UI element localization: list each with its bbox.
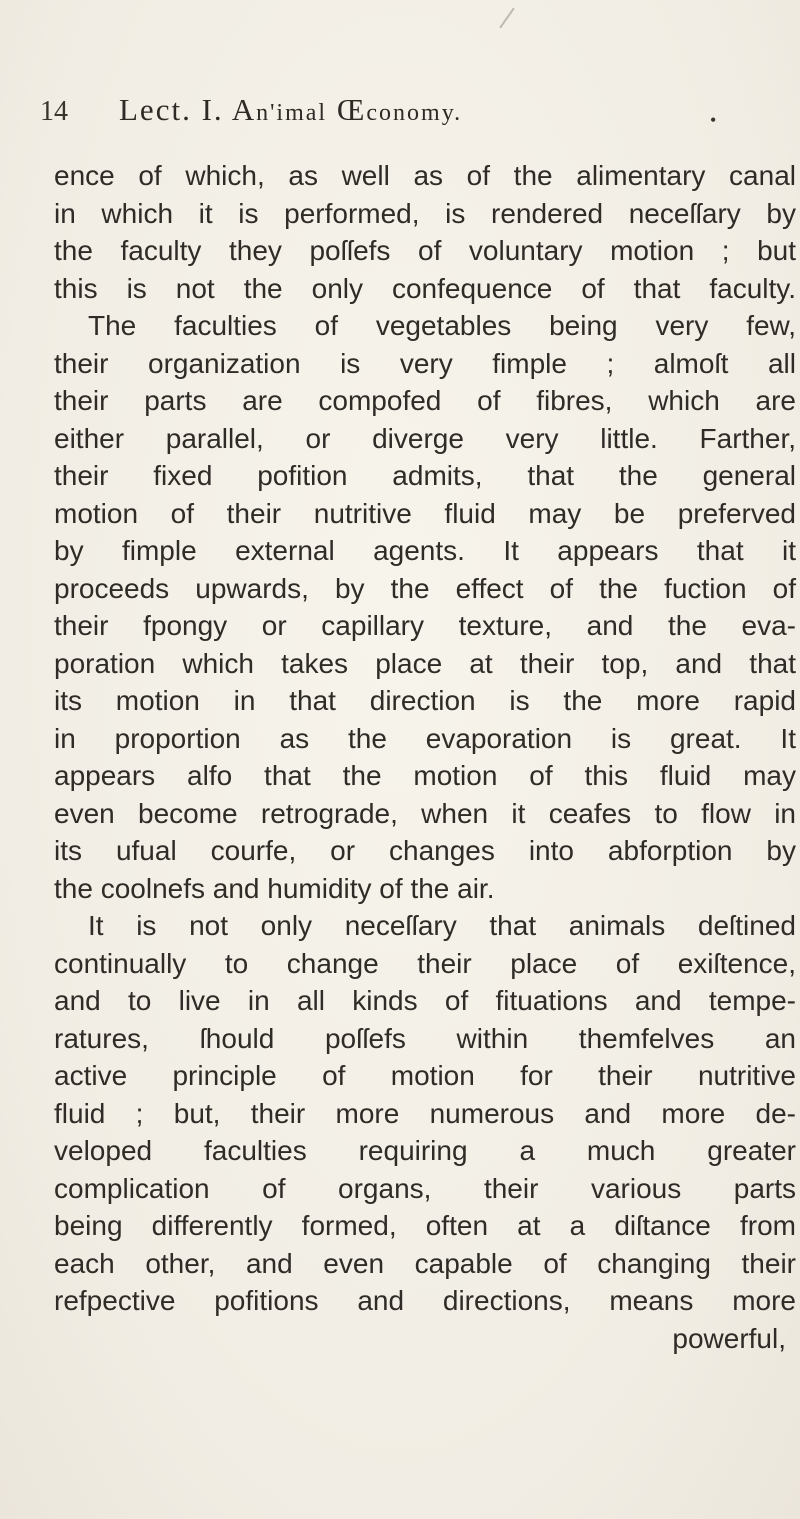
running-head-title-initial-oe: Œ [336, 92, 367, 127]
running-head-lecture: Lect. I. [119, 92, 224, 127]
text-line: ence of which, as well as of the alimentary canal [54, 160, 796, 191]
text-line: its motion in that direction is the more rapid [54, 685, 796, 716]
text-line: in proportion as the evaporation is great. It [54, 722, 796, 754]
text-line: even become retrograde, when it ceafes to flow in [54, 797, 796, 829]
text-line: being differently formed, often at a diſtance from [54, 1210, 796, 1241]
text-line: The faculties of vegetables being very few, [88, 310, 796, 341]
text-line: motion of their nutritive fluid may be preferved [54, 497, 796, 529]
text-line: their organization is very fimple ; almoſt all [54, 347, 796, 379]
text-line: proceeds upwards, by the effect of the fuction of [54, 572, 796, 604]
text-line: It is not only neceſſary that animals deſtined [88, 910, 796, 941]
text-line: by fimple external agents. It appears that it [54, 535, 796, 566]
header-dot: • [710, 110, 717, 130]
text-line: each other, and even capable of changing their [54, 1247, 796, 1279]
text-line: their fpongy or capillary texture, and the eva- [54, 610, 796, 641]
running-head [119, 82, 462, 141]
text-line: this is not the only confequence of that faculty. [54, 272, 796, 304]
page-header [40, 82, 717, 138]
text-line: and to live in all kinds of fituations and tempe- [54, 985, 796, 1016]
text-line: complication of organs, their various parts [54, 1172, 796, 1204]
catchword: powerful, [672, 1322, 786, 1354]
text-line: either parallel, or diverge very little. Farther, [54, 422, 796, 454]
running-head-title-initial-a: A [231, 92, 257, 127]
text-line: fluid ; but, their more numerous and more de- [54, 1097, 796, 1129]
text-line: refpective pofitions and directions, means more [54, 1285, 796, 1316]
text-line: appears alfo that the motion of this fluid may [54, 760, 796, 791]
text-line: their fixed pofition admits, that the general [54, 460, 796, 491]
text-line: ratures, ſhould poſſefs within themfelves an [54, 1022, 796, 1054]
page-number: 14 [40, 96, 68, 127]
text-line: active principle of motion for their nutritive [54, 1060, 796, 1091]
text-line: its ufual courfe, or changes into abforption by [54, 835, 796, 866]
text-line: in which it is performed, is rendered neceſſary by [54, 197, 796, 229]
text-line: poration which takes place at their top, and that [54, 647, 796, 679]
running-head-title-conomy: conomy. [366, 100, 463, 126]
text-line: the faculty they poſſefs of voluntary motion ; but [54, 235, 796, 266]
text-line: continually to change their place of exiſtence, [54, 947, 796, 979]
running-head-title-nimal: n'imal [256, 100, 328, 126]
text-line: their parts are compofed of fibres, which are [54, 385, 796, 416]
text-line: veloped faculties requiring a much greater [54, 1135, 796, 1166]
ink-mark [499, 8, 514, 29]
text-line: the coolnefs and humidity of the air. [54, 872, 495, 904]
body-text [54, 157, 796, 1357]
